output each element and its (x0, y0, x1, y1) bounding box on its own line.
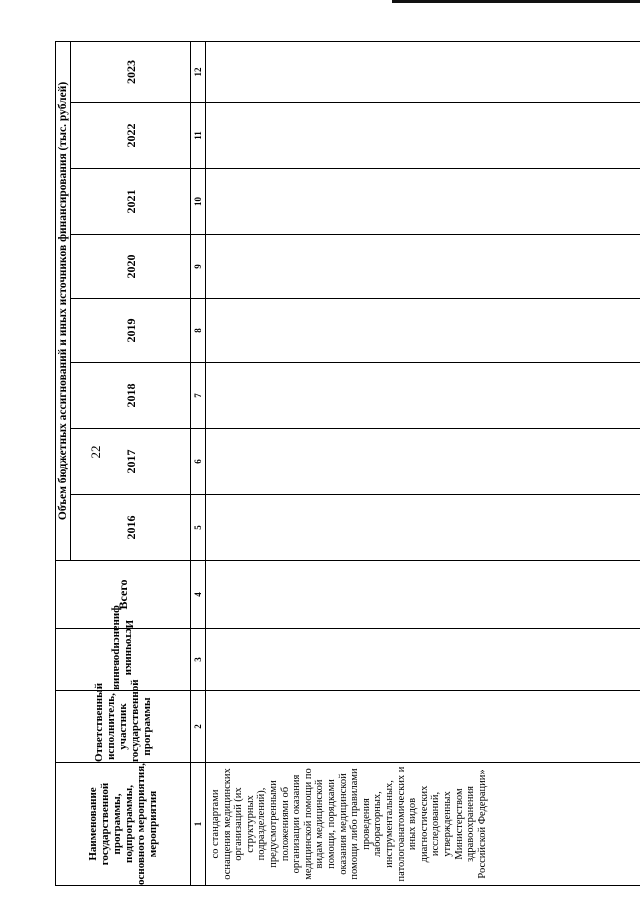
header-row-top (56, 41, 71, 885)
year-2017: 2017 (71, 429, 190, 495)
year-2022: 2022 (71, 103, 190, 169)
page-number: 22 (88, 445, 103, 459)
colnum-6: 6 (190, 429, 205, 495)
header-name: Наименование государственной программы, подпрограммы, основного мероприятия, мероприятия (56, 763, 191, 886)
row-cell-12 (206, 41, 640, 102)
column-number-row (190, 41, 205, 885)
row-cell-5 (206, 495, 640, 561)
colnum-11: 11 (190, 103, 205, 169)
row-cell-10 (206, 169, 640, 235)
colnum-4: 4 (190, 561, 205, 629)
header-source (56, 605, 191, 691)
year-2018: 2018 (71, 363, 190, 429)
header-total: Всего (56, 561, 191, 629)
colnum-8: 8 (190, 299, 205, 363)
colnum-12: 12 (190, 41, 205, 102)
colnum-1: 1 (190, 763, 205, 886)
row-cell-7 (206, 363, 640, 429)
budget-table (55, 41, 640, 886)
year-2023: 2023 (71, 41, 190, 102)
table-row (206, 41, 640, 885)
year-2016: 2016 (71, 495, 190, 561)
row-cell-6 (206, 429, 640, 495)
row-cell-11 (206, 103, 640, 169)
row-cell-2 (206, 691, 640, 763)
year-2021: 2021 (71, 169, 190, 235)
header-executor: Ответственный исполнитель, участник государственной программы (56, 691, 191, 763)
colnum-7: 7 (190, 363, 205, 429)
row-cell-8 (206, 299, 640, 363)
row-cell-9 (206, 235, 640, 299)
top-rule (392, 0, 640, 3)
row-cell-3 (206, 629, 640, 691)
colnum-5: 5 (190, 495, 205, 561)
colnum-3: 3 (190, 629, 205, 691)
rotated-table-stage (55, 42, 640, 886)
header-funding-group: Объем бюджетных ассигнований и иных источников финансирования (тыс. рублей) (56, 41, 71, 560)
year-2019: 2019 (71, 299, 190, 363)
year-2020: 2020 (71, 235, 190, 299)
budget-table-sheet (55, 42, 640, 886)
row-description: со стандартами оснащения медицинских организаций (их структурных подразделений), предусмотренными положениями об организации оказания медицинской помощи по видам медицинской помощи, порядками оказания медицинской помощи либо правилами проведения лабораторных, инструментальных, патологоанатомических и иных видов диагностических исследований, утвержденных Министерством здравоохранения Российской Федерации» (206, 763, 640, 886)
colnum-10: 10 (190, 169, 205, 235)
header-source-text: Источники финансирования (110, 605, 135, 690)
colnum-9: 9 (190, 235, 205, 299)
row-cell-4 (206, 561, 640, 629)
colnum-2: 2 (190, 691, 205, 763)
